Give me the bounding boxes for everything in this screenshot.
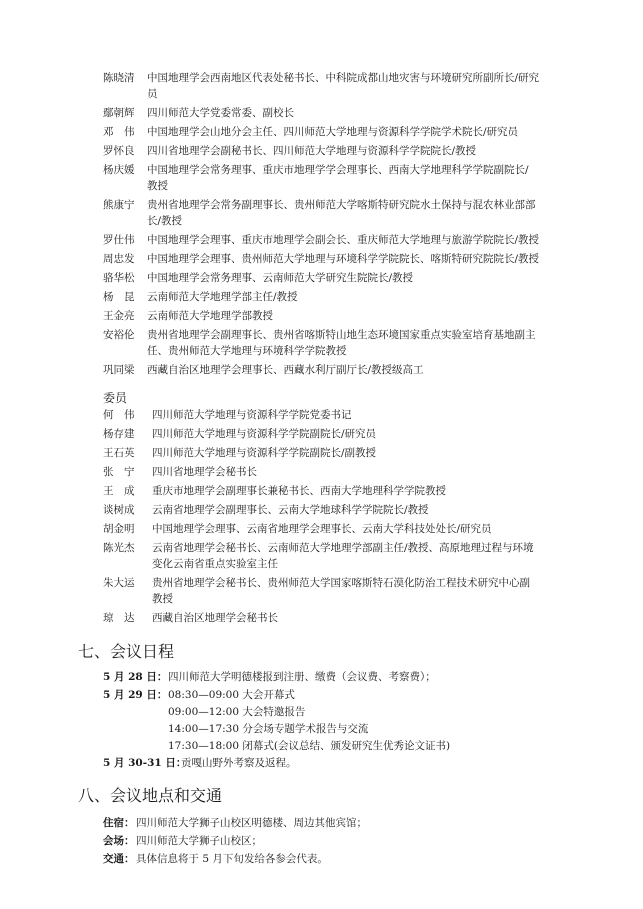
member-name: 罗怀良 (103, 145, 135, 157)
venue-text: 四川师范大学狮子山校区明德楼、周边其他宾馆； (136, 817, 367, 829)
committee-member-role: 四川省地理学会秘书长 (152, 466, 257, 478)
committee-member-role: 四川师范大学地理与资源科学学院党委书记 (152, 409, 352, 421)
committee-member-role: 贵州省地理学会秘书长、贵州师范大学国家喀斯特石漠化防治工程技术研究中心副 (152, 577, 530, 589)
member-name: 杨 昆 (103, 291, 135, 303)
member-role: 中国地理学会理事、重庆市地理学会副会长、重庆师范大学地理与旅游学院院长/教授 (147, 234, 540, 246)
committee-member-role: 西藏自治区地理学会秘书长 (152, 612, 278, 624)
committee-member-role: 教授 (152, 593, 173, 605)
schedule-day-text: 贡嘎山野外考察及返程。 (181, 757, 297, 769)
venue-text: 四川师范大学狮子山校区； (136, 835, 262, 847)
committee-member-role: 四川师范大学地理与资源科学学院副院长/研究员 (152, 428, 377, 440)
member-role: 西藏自治区地理学会理事长、西藏水利厅副厅长/教授级高工 (147, 364, 424, 376)
committee-member-name: 王 成 (103, 485, 135, 497)
committee-member-role: 云南省地理学会秘书长、云南师范大学地理学部副主任/教授、高原地理过程与环境 (152, 542, 534, 554)
committee-member-role: 重庆市地理学会副理事长兼秘书长、西南大学地理科学学院教授 (152, 485, 446, 497)
member-role: 中国地理学会山地分会主任、四川师范大学地理与资源科学学院学术院长/研究员 (147, 126, 519, 138)
committee-title: 委员 (103, 391, 128, 405)
member-role: 中国地理学会常务理事、重庆市地理学学会理事长、西南大学地理科学学院副院长/ (147, 164, 529, 176)
schedule-item: 08:30—09:00 大会开幕式 (168, 689, 295, 701)
member-role: 教授 (147, 180, 168, 192)
committee-member-name: 谈树成 (103, 504, 135, 516)
member-name: 罗仕伟 (103, 234, 135, 246)
committee-member-name: 朱大运 (103, 577, 135, 589)
committee-member-name: 琼 达 (103, 612, 135, 624)
member-role: 中国地理学会常务理事、云南师范大学研究生院院长/教授 (147, 272, 414, 284)
committee-member-role: 云南省地理学会副理事长、云南大学地球科学学院院长/教授 (152, 504, 429, 516)
member-name: 周忠发 (103, 253, 135, 265)
schedule-item: 09:00—12:00 大会特邀报告 (168, 706, 306, 718)
member-role: 贵州省地理学会常务副理事长、贵州师范大学喀斯特研究院水土保持与混农林业部部 (147, 199, 536, 211)
venue-label: 住宿： (103, 817, 135, 829)
committee-member-name: 何 伟 (103, 409, 135, 421)
member-role: 四川师范大学党委常委、副校长 (147, 107, 294, 119)
schedule-item: 17:30—18:00 闭幕式(会议总结、颁发研究生优秀论文证书) (168, 740, 451, 752)
schedule-item: 14:00—17:30 分会场专题学术报告与交流 (168, 723, 369, 735)
member-role: 贵州省地理学会副理事长、贵州省喀斯特山地生态环境国家重点实验室培育基地副主 (147, 329, 536, 341)
member-role: 中国地理学会西南地区代表处秘书长、中科院成都山地灾害与环境研究所副所长/研究 (147, 72, 540, 84)
member-role: 四川省地理学会副秘书长、四川师范大学地理与资源科学学院院长/教授 (147, 145, 477, 157)
committee-member-role: 四川师范大学地理与资源科学学院副院长/副教授 (152, 447, 377, 459)
section-heading-schedule: 七、会议日程 (78, 642, 175, 661)
member-role: 中国地理学会理事、贵州师范大学地理与环境科学学院院长、喀斯特研究院院长/教授 (147, 253, 540, 265)
section-heading-venue: 八、会议地点和交通 (78, 786, 223, 805)
schedule-day-text: 四川师范大学明德楼报到注册、缴费（会议费、考察费）； (168, 671, 436, 683)
member-name: 鄢朝辉 (103, 107, 135, 119)
member-name: 王金亮 (103, 310, 135, 322)
member-name: 陈晓清 (103, 72, 135, 84)
committee-member-role: 变化云南省重点实验室主任 (152, 558, 278, 570)
member-name: 安裕伦 (103, 329, 135, 341)
schedule-day-label: 5 月 30-31 日： (103, 757, 187, 769)
schedule-day-label: 5 月 29 日： (103, 689, 168, 701)
member-role: 任、贵州师范大学地理与环境科学学院教授 (147, 345, 347, 357)
committee-member-role: 中国地理学会理事、云南省地理学会理事长、云南大学科技处处长/研究员 (152, 523, 492, 535)
committee-member-name: 陈光杰 (103, 542, 135, 554)
committee-member-name: 杨存建 (103, 428, 135, 440)
committee-member-name: 王石英 (103, 447, 135, 459)
member-name: 熊康宁 (103, 199, 135, 211)
venue-text: 具体信息将于 5 月下旬发给各参会代表。 (136, 853, 328, 865)
member-role: 长/教授 (147, 215, 183, 227)
member-role: 云南师范大学地理学部主任/教授 (147, 291, 298, 303)
committee-member-name: 张 宁 (103, 466, 135, 478)
venue-label: 交通： (103, 853, 135, 865)
member-role: 员 (147, 88, 158, 100)
member-name: 杨庆媛 (103, 164, 135, 176)
member-name: 巩同梁 (103, 364, 135, 376)
member-name: 骆华松 (103, 272, 135, 284)
member-name: 邓 伟 (103, 126, 135, 138)
venue-label: 会场： (103, 835, 135, 847)
schedule-day-label: 5 月 28 日： (103, 671, 168, 683)
member-role: 云南师范大学地理学部教授 (147, 310, 273, 322)
committee-member-name: 胡金明 (103, 523, 135, 535)
